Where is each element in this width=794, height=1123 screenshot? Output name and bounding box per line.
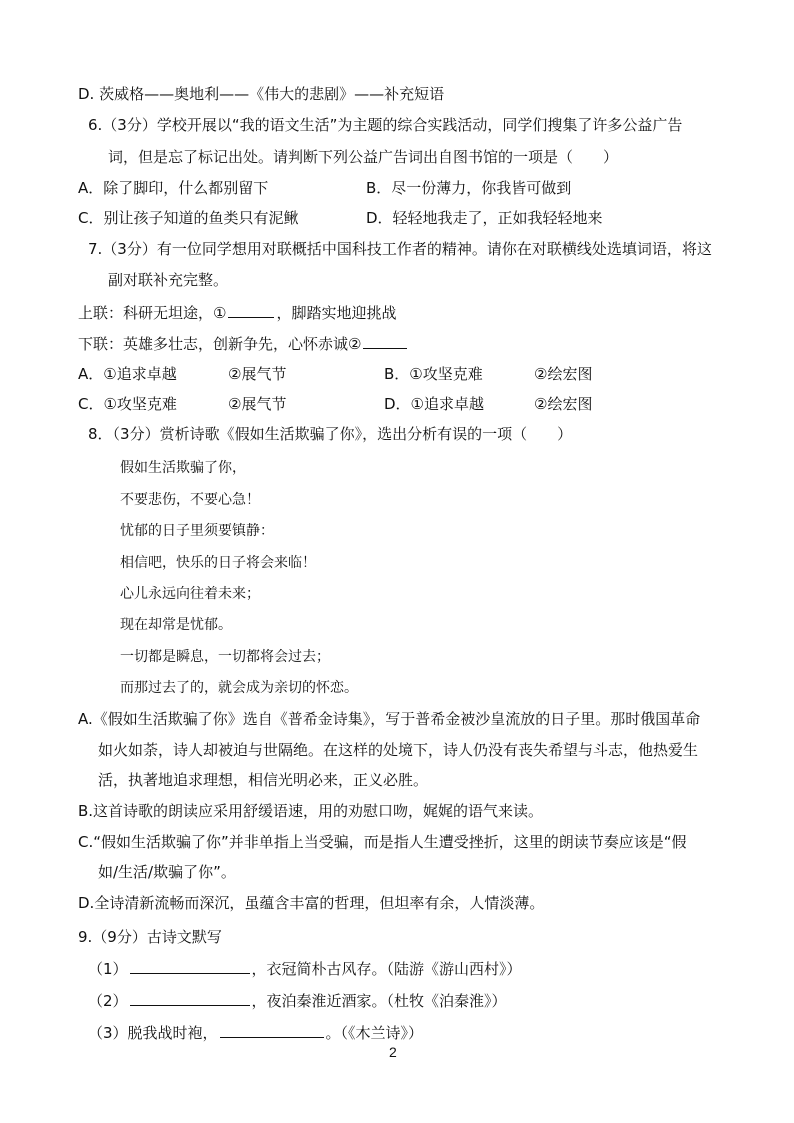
poem-line-2: 不要悲伤，不要心急！ <box>120 492 260 508</box>
q9-blank-1[interactable] <box>130 958 250 974</box>
q6-option-d: D．轻轻地我走了，正如我轻轻地来 <box>366 209 603 227</box>
q6-stem-line1: 6.（3分）学校开展以“我的语文生活”为主题的综合实践活动，同学们搜集了许多公益广告 <box>88 116 683 134</box>
q8-option-c-line1: C.“假如生活欺骗了你”并非单指上当受骗，而是指人生遭受挫折，这里的朗读节奏应该是“假 <box>78 833 687 851</box>
q8-option-d: D.全诗清新流畅而深沉，虽蕴含丰富的哲理，但坦率有余，人情淡薄。 <box>78 894 545 912</box>
q9-blank-2[interactable] <box>130 990 250 1006</box>
q9-item-3-text-b: 。（《木兰诗》） <box>325 1024 424 1042</box>
poem-line-5: 心儿永远向往着未来； <box>120 586 260 602</box>
q5-option-d: D. 茨威格——奥地利——《伟大的悲剧》——补充短语 <box>78 85 445 103</box>
q9-blank-3[interactable] <box>220 1022 324 1038</box>
poem-line-6: 现在却常是忧郁。 <box>120 617 232 633</box>
q7-upper-text-a: 上联：科研无坦途，① <box>78 304 227 322</box>
q9-item-2 <box>88 990 507 1011</box>
q8-option-a-line2: 如火如荼，诗人却被迫与世隔绝。在这样的处境下，诗人仍没有丧失希望与斗志，他热爱生 <box>98 741 699 759</box>
page-number: 2 <box>389 1044 397 1060</box>
poem-line-4: 相信吧，快乐的日子将会来临！ <box>120 555 316 571</box>
q6-option-b: B．尽一份薄力，你我皆可做到 <box>366 179 572 197</box>
q8-stem: 8．（3分）赏析诗歌《假如生活欺骗了你》，选出分析有误的一项（ ） <box>88 425 573 443</box>
q9-item-1 <box>88 958 522 979</box>
poem-line-1: 假如生活欺骗了你， <box>120 460 246 476</box>
q7-option-c-2: ②展气节 <box>228 395 287 413</box>
q7-option-d-2: ②绘宏图 <box>534 395 593 413</box>
q9-item-3-text-a: （3）脱我战时袍， <box>88 1024 218 1042</box>
q7-stem-line2: 副对联补充完整。 <box>108 271 229 289</box>
q7-upper-text-b: ，脚踏实地迎挑战 <box>276 304 397 322</box>
q9-item-2-number: （2） <box>88 992 128 1010</box>
q8-option-a-line1: A.《假如生活欺骗了你》选自《普希金诗集》，写于普希金被沙皇流放的日子里。那时俄国革命 <box>78 710 701 728</box>
q9-item-2-text: ，夜泊秦淮近酒家。（杜牧《泊秦淮》） <box>251 992 507 1010</box>
q7-option-c-1: C．①攻坚克难 <box>78 395 177 413</box>
q9-title: 9.（9分）古诗文默写 <box>78 928 222 946</box>
poem-line-3: 忧郁的日子里须要镇静： <box>120 523 274 539</box>
poem-line-7: 一切都是瞬息，一切都将会过去； <box>120 649 330 665</box>
q7-option-a-1: A．①追求卓越 <box>78 365 177 383</box>
q8-option-c-line2: 如/生活/欺骗了你”。 <box>98 863 236 881</box>
q9-item-1-number: （1） <box>88 960 128 978</box>
q9-item-3 <box>88 1022 423 1043</box>
q7-stem-line1: 7.（3分）有一位同学想用对联概括中国科技工作者的精神。请你在对联横线处选填词语，将这 <box>88 240 712 258</box>
q8-option-a-line3: 活，执著地追求理想，相信光明必来，正义必胜。 <box>98 771 429 789</box>
q8-option-b: B.这首诗歌的朗读应采用舒缓语速，用的劝慰口吻，娓娓的语气来读。 <box>78 802 544 820</box>
q7-option-b-1: B．①攻坚克难 <box>384 365 483 383</box>
q6-option-c: C．别让孩子知道的鱼类只有泥鳅 <box>78 209 299 227</box>
q7-lower-couplet <box>78 333 409 354</box>
q7-option-a-2: ②展气节 <box>228 365 287 383</box>
q6-stem-line2: 词，但是忘了标记出处。请判断下列公益广告词出自图书馆的一项是（ ） <box>108 148 619 166</box>
poem-line-8: 而那过去了的，就会成为亲切的怀恋。 <box>120 680 358 696</box>
q7-upper-couplet <box>78 302 396 323</box>
q6-option-a: A．除了脚印，什么都别留下 <box>78 179 269 197</box>
q9-item-1-text: ，衣冠简朴古风存。（陆游《游山西村》） <box>251 960 522 978</box>
q7-lower-text: 下联：英雄多壮志，创新争先，心怀赤诚② <box>78 335 362 353</box>
q7-option-b-2: ②绘宏图 <box>534 365 593 383</box>
q7-blank-2[interactable] <box>363 333 407 349</box>
q7-option-d-1: D．①追求卓越 <box>384 395 484 413</box>
q7-blank-1[interactable] <box>228 302 274 318</box>
